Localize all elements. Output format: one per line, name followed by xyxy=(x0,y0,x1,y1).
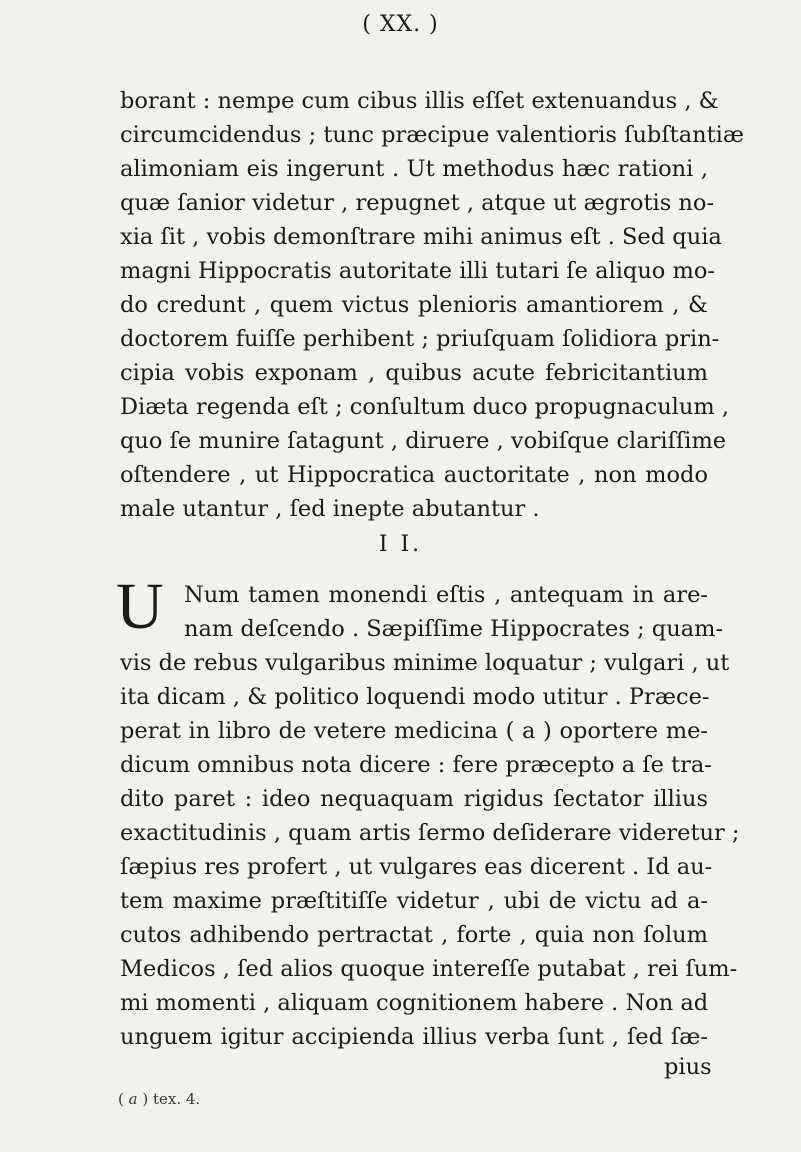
page-number-header: ( XX. ) xyxy=(362,12,439,37)
text-line: male utantur , ſed inepte abutantur . xyxy=(120,496,540,522)
text-line: doctorem fuiſſe perhibent ; priuſquam ſolidiora prin- xyxy=(120,326,720,352)
text-line: circumcidendus ; tunc præcipue valentioris ſubſtantiæ xyxy=(120,122,745,148)
text-line: Medicos , ſed alios quoque intereſſe putabat , rei ſum- xyxy=(120,956,738,982)
text-line: mi momenti , aliquam cognitionem habere . Non ad xyxy=(120,990,709,1016)
text-line: cutos adhibendo pertractat , forte , quia non ſolum xyxy=(120,922,708,948)
text-line: dicum omnibus nota dicere : fere præcepto a ſe tra- xyxy=(120,752,712,778)
text-line: tem maxime præſtitiſſe videtur , ubi de victu ad a- xyxy=(120,888,708,914)
text-line: oſtendere , ut Hippocratica auctoritate , non modo xyxy=(120,462,708,488)
catchword: pius xyxy=(664,1054,712,1080)
text-line: exactitudinis , quam artis ſermo deſiderare videretur ; xyxy=(120,820,740,846)
text-line: cipia vobis exponam , quibus acute febricitantium xyxy=(120,360,708,386)
text-line: borant : nempe cum cibus illis eſſet extenuandus , & xyxy=(120,88,719,114)
section-number: I I. xyxy=(378,532,423,557)
text-line: Diæta regenda eſt ; conſultum duco propugnaculum , xyxy=(120,394,730,420)
text-line: quo ſe munire ſatagunt , diruere , vobiſque clariſſime xyxy=(120,428,727,454)
text-line: ita dicam , & politico loquendi modo utitur . Præce- xyxy=(120,684,710,710)
text-line: magni Hippocratis autoritate illi tutari ſe aliquo mo- xyxy=(120,258,715,284)
text-line: xia ſit , vobis demonſtrare mihi animus eſt . Sed quia xyxy=(120,224,722,250)
text-line: quæ ſanior videtur , repugnet , atque ut ægrotis no- xyxy=(120,190,715,216)
text-line: dito paret : ideo nequaquam rigidus ſectator illius xyxy=(120,786,708,812)
text-line: do credunt , quem victus plenioris amantiorem , & xyxy=(120,292,708,318)
footnote: ( a ) tex. 4. xyxy=(118,1090,201,1108)
text-line: perat in libro de vetere medicina ( a ) oportere me- xyxy=(120,718,708,744)
text-line: vis de rebus vulgaribus minime loquatur ; vulgari , ut xyxy=(120,650,730,676)
footnote-mark: a xyxy=(128,1090,138,1108)
text-line: alimoniam eis ingerunt . Ut methodus hæc rationi , xyxy=(120,156,708,182)
footnote-text: tex. 4. xyxy=(152,1090,201,1108)
text-line: unguem igitur accipienda illius verba ſunt , ſed ſæ- xyxy=(120,1024,708,1050)
text-line: Num tamen monendi eſtis , antequam in are- xyxy=(184,582,708,608)
drop-capital: U xyxy=(116,570,164,643)
text-line: nam deſcendo . Sæpiſſime Hippocrates ; quam- xyxy=(184,616,724,642)
text-line: ſæpius res profert , ut vulgares eas dicerent . Id au- xyxy=(120,854,713,880)
